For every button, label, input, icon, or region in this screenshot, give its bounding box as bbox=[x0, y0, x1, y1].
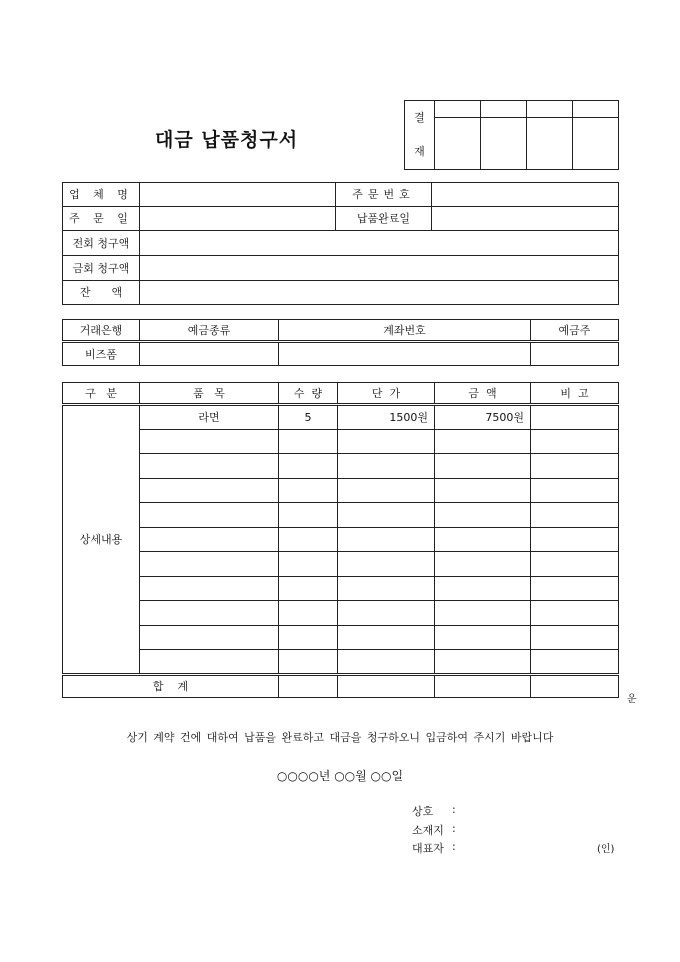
item-cell[interactable] bbox=[140, 577, 279, 601]
account-type-value[interactable] bbox=[140, 342, 279, 366]
signer-address-label: 소재지 bbox=[412, 824, 444, 837]
detail-table bbox=[62, 382, 619, 698]
table-row bbox=[63, 650, 619, 675]
table-row bbox=[63, 479, 619, 503]
bank-header: 거래은행 bbox=[63, 320, 140, 342]
note-cell[interactable] bbox=[531, 601, 619, 626]
item-cell[interactable] bbox=[140, 479, 279, 503]
item-cell[interactable] bbox=[140, 430, 279, 454]
table-row bbox=[63, 454, 619, 479]
note-cell[interactable] bbox=[531, 454, 619, 479]
approval-title-cell bbox=[527, 101, 573, 118]
qty-cell[interactable] bbox=[279, 528, 338, 552]
price-cell[interactable] bbox=[338, 601, 435, 626]
approval-sign-cell[interactable] bbox=[527, 118, 573, 170]
item-cell[interactable]: 라면 bbox=[140, 405, 279, 430]
note-cell[interactable] bbox=[531, 405, 619, 430]
amount-cell[interactable] bbox=[435, 503, 531, 528]
price-cell[interactable]: 1500원 bbox=[338, 405, 435, 430]
price-cell[interactable] bbox=[338, 528, 435, 552]
amount-cell[interactable]: 7500원 bbox=[435, 405, 531, 430]
prev-claim-field[interactable] bbox=[140, 231, 619, 256]
approval-label bbox=[405, 101, 435, 170]
item-cell[interactable] bbox=[140, 454, 279, 479]
qty-cell[interactable] bbox=[279, 577, 338, 601]
amount-cell[interactable] bbox=[435, 430, 531, 454]
order-date-label: 주 문 일 bbox=[63, 207, 140, 231]
approval-label-top: 결 bbox=[414, 111, 425, 124]
account-number-header: 계좌번호 bbox=[279, 320, 531, 342]
order-no-label: 주문번호 bbox=[336, 183, 432, 207]
item-cell[interactable] bbox=[140, 650, 279, 675]
approval-sign-cell[interactable] bbox=[481, 118, 527, 170]
category-cell: 상세내용 bbox=[63, 405, 140, 675]
seal-mark: (인) bbox=[597, 844, 615, 855]
total-label: 합 계 bbox=[63, 675, 279, 698]
note-cell[interactable] bbox=[531, 577, 619, 601]
statement-text: 상기 계약 건에 대하여 납품을 완료하고 대금을 청구하오니 입금하여 주시기 바랍니다 bbox=[126, 731, 554, 744]
order-no-field[interactable] bbox=[432, 183, 619, 207]
unit-side-label: 운 bbox=[627, 694, 637, 705]
note-cell[interactable] bbox=[531, 528, 619, 552]
approval-sign-cell[interactable] bbox=[573, 118, 619, 170]
item-cell[interactable] bbox=[140, 503, 279, 528]
total-note[interactable] bbox=[531, 675, 619, 698]
price-cell[interactable] bbox=[338, 577, 435, 601]
amount-cell[interactable] bbox=[435, 577, 531, 601]
qty-cell[interactable] bbox=[279, 650, 338, 675]
company-field[interactable] bbox=[140, 183, 336, 207]
balance-label: 잔 액 bbox=[63, 281, 140, 305]
account-holder-header: 예금주 bbox=[531, 320, 619, 342]
price-header: 단 가 bbox=[338, 383, 435, 405]
approval-title-cell bbox=[481, 101, 527, 118]
qty-cell[interactable] bbox=[279, 479, 338, 503]
table-row bbox=[63, 601, 619, 626]
order-date-field[interactable] bbox=[140, 207, 336, 231]
qty-cell[interactable] bbox=[279, 454, 338, 479]
info-table bbox=[62, 182, 619, 305]
price-cell[interactable] bbox=[338, 552, 435, 577]
qty-cell[interactable] bbox=[279, 552, 338, 577]
qty-cell[interactable] bbox=[279, 430, 338, 454]
this-claim-label: 금회 청구액 bbox=[63, 256, 140, 281]
note-cell[interactable] bbox=[531, 479, 619, 503]
table-row bbox=[63, 626, 619, 650]
qty-header: 수 량 bbox=[279, 383, 338, 405]
date-line[interactable]: ○○○○년 ○○월 ○○일 bbox=[276, 769, 404, 783]
qty-cell[interactable]: 5 bbox=[279, 405, 338, 430]
signer-company-colon: : bbox=[452, 803, 456, 816]
table-row bbox=[63, 503, 619, 528]
table-row bbox=[63, 405, 619, 430]
note-cell[interactable] bbox=[531, 650, 619, 675]
item-cell[interactable] bbox=[140, 626, 279, 650]
amount-header: 금 액 bbox=[435, 383, 531, 405]
bank-table bbox=[62, 319, 619, 366]
bank-value[interactable]: 비즈폼 bbox=[63, 342, 140, 366]
account-number-value[interactable] bbox=[279, 342, 531, 366]
price-cell[interactable] bbox=[338, 479, 435, 503]
approval-box bbox=[404, 100, 619, 170]
approval-title-cell bbox=[435, 101, 481, 118]
price-cell[interactable] bbox=[338, 503, 435, 528]
note-cell[interactable] bbox=[531, 626, 619, 650]
page-title: 대금 납품청구서 bbox=[155, 129, 299, 151]
price-cell[interactable] bbox=[338, 650, 435, 675]
table-row bbox=[63, 577, 619, 601]
total-price[interactable] bbox=[338, 675, 435, 698]
price-cell[interactable] bbox=[338, 626, 435, 650]
delivery-done-label: 납품완료일 bbox=[336, 207, 432, 231]
signer-address-colon: : bbox=[452, 822, 456, 835]
total-amount[interactable] bbox=[435, 675, 531, 698]
amount-cell[interactable] bbox=[435, 650, 531, 675]
amount-cell[interactable] bbox=[435, 479, 531, 503]
signer-rep-label: 대표자 bbox=[412, 842, 444, 855]
qty-cell[interactable] bbox=[279, 626, 338, 650]
this-claim-field[interactable] bbox=[140, 256, 619, 281]
total-qty[interactable] bbox=[279, 675, 338, 698]
item-header: 품 목 bbox=[140, 383, 279, 405]
price-cell[interactable] bbox=[338, 454, 435, 479]
table-row bbox=[63, 552, 619, 577]
note-cell[interactable] bbox=[531, 552, 619, 577]
signer-rep-colon: : bbox=[452, 840, 456, 853]
prev-claim-label: 전회 청구액 bbox=[63, 231, 140, 256]
note-header: 비 고 bbox=[531, 383, 619, 405]
category-header: 구 분 bbox=[63, 383, 140, 405]
approval-title-cell bbox=[573, 101, 619, 118]
amount-cell[interactable] bbox=[435, 454, 531, 479]
amount-cell[interactable] bbox=[435, 552, 531, 577]
approval-sign-cell[interactable] bbox=[435, 118, 481, 170]
amount-cell[interactable] bbox=[435, 528, 531, 552]
signer-company-label: 상호 bbox=[412, 805, 434, 818]
company-label: 업 체 명 bbox=[63, 183, 140, 207]
approval-label-bottom: 재 bbox=[414, 145, 425, 158]
amount-cell[interactable] bbox=[435, 626, 531, 650]
qty-cell[interactable] bbox=[279, 601, 338, 626]
qty-cell[interactable] bbox=[279, 503, 338, 528]
note-cell[interactable] bbox=[531, 503, 619, 528]
price-cell[interactable] bbox=[338, 430, 435, 454]
table-row bbox=[63, 528, 619, 552]
delivery-done-field[interactable] bbox=[432, 207, 619, 231]
item-cell[interactable] bbox=[140, 601, 279, 626]
balance-field[interactable] bbox=[140, 281, 619, 305]
account-holder-value[interactable] bbox=[531, 342, 619, 366]
item-cell[interactable] bbox=[140, 528, 279, 552]
note-cell[interactable] bbox=[531, 430, 619, 454]
item-cell[interactable] bbox=[140, 552, 279, 577]
total-row bbox=[63, 675, 619, 698]
table-row bbox=[63, 430, 619, 454]
amount-cell[interactable] bbox=[435, 601, 531, 626]
account-type-header: 예금종류 bbox=[140, 320, 279, 342]
